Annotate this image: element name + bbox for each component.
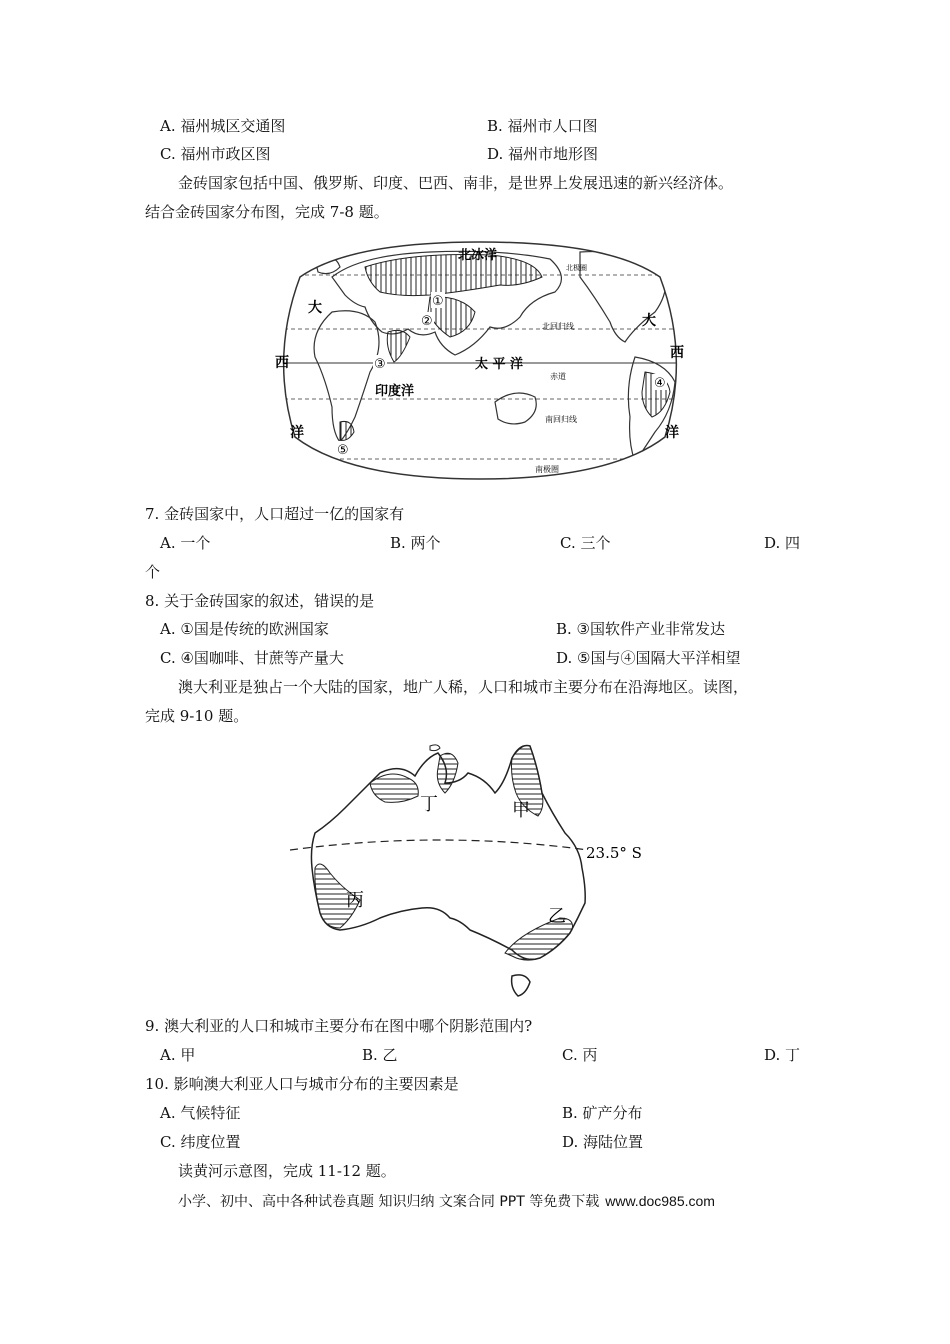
q8-option-c: C. ④国咖啡、甘蔗等产量大 (160, 649, 344, 667)
footer (178, 1191, 715, 1211)
aus-label-tropic: 23.5° S (586, 844, 642, 862)
q7-option-d-wrap: 个 (145, 563, 161, 581)
q8-option-a: A. ①国是传统的欧洲国家 (160, 620, 329, 638)
q6-option-b: B. 福州市人口图 (487, 117, 598, 135)
q9-option-d: D. 丁 (764, 1046, 801, 1064)
footer-url[interactable]: www.doc985.com (605, 1193, 715, 1209)
map-marker-2: ② (421, 314, 433, 329)
q7-option-b: B. 两个 (390, 534, 441, 552)
aus-label-ding: 丁 (420, 794, 438, 815)
brics-intro-line1: 金砖国家包括中国、俄罗斯、印度、巴西、南非，是世界上发展迅速的新兴经济体。 (178, 174, 734, 192)
map-label-tropic-s: 南回归线 (545, 415, 577, 424)
q8-option-d: D. ⑤国与④国隔大平洋相望 (556, 649, 741, 667)
world-map (270, 237, 685, 482)
q6-option-d: D. 福州市地形图 (487, 145, 599, 163)
map-label-region-n: 北极圈 (566, 264, 587, 272)
q7-option-a: A. 一个 (160, 534, 211, 552)
map-label-big-left: 大 (308, 300, 322, 316)
aus-label-jia: 甲 (512, 800, 530, 821)
q7-option-c: C. 三个 (560, 534, 611, 552)
map-label-equator: 赤道 (550, 372, 566, 381)
map-marker-4: ④ (654, 376, 666, 391)
q10-option-c: C. 纬度位置 (160, 1133, 241, 1151)
q6-option-c: C. 福州市政区图 (160, 145, 271, 163)
q8-stem: 8. 关于金砖国家的叙述，错误的是 (145, 592, 375, 610)
q8-option-b: B. ③国软件产业非常发达 (556, 620, 726, 638)
q9-stem: 9. 澳大利亚的人口和城市主要分布在图中哪个阴影范围内? (145, 1017, 533, 1035)
q9-option-c: C. 丙 (562, 1046, 598, 1064)
q7-option-d: D. 四 (764, 534, 801, 552)
q10-option-a: A. 气候特征 (160, 1104, 241, 1122)
q7-stem: 7. 金砖国家中，人口超过一亿的国家有 (145, 505, 405, 523)
map-label-west-right: 西 (670, 345, 684, 361)
map-label-tropic-n: 北回归线 (542, 322, 574, 331)
q9-option-a: A. 甲 (160, 1046, 196, 1064)
brics-intro-line2: 结合金砖国家分布图，完成 7-8 题。 (145, 203, 389, 221)
footer-text: 小学、初中、高中各种试卷真题 知识归纳 文案合同 PPT 等免费下载 (178, 1194, 600, 1210)
map-label-antarctic: 南极圈 (535, 465, 559, 474)
map-marker-5: ⑤ (337, 443, 349, 458)
q6-option-a: A. 福州城区交通图 (160, 117, 286, 135)
aus-label-yi: 乙 (548, 906, 566, 927)
map-label-arctic: 北冰洋 (458, 248, 498, 263)
australia-map (290, 738, 650, 1000)
map-marker-1: ① (432, 294, 444, 309)
map-label-big-right: 大 (642, 313, 656, 329)
map-marker-3: ③ (374, 357, 386, 372)
q10-option-b: B. 矿产分布 (562, 1104, 643, 1122)
aus-label-bing: 丙 (346, 890, 364, 911)
q10-option-d: D. 海陆位置 (562, 1133, 644, 1151)
map-label-west-left: 西 (275, 355, 289, 371)
map-label-ocean-right: 洋 (665, 425, 679, 441)
aus-intro-line2: 完成 9-10 题。 (145, 707, 249, 725)
q9-option-b: B. 乙 (362, 1046, 398, 1064)
yellow-river-intro: 读黄河示意图，完成 11-12 题。 (178, 1162, 396, 1180)
map-label-indian: 印度洋 (375, 384, 415, 399)
q10-stem: 10. 影响澳大利亚人口与城市分布的主要因素是 (145, 1075, 459, 1093)
map-label-ocean-left: 洋 (290, 425, 304, 441)
aus-intro-line1: 澳大利亚是独占一个大陆的国家，地广人稀，人口和城市主要分布在沿海地区。读图， (178, 678, 749, 696)
map-label-pacific: 太 平 洋 (475, 357, 524, 372)
